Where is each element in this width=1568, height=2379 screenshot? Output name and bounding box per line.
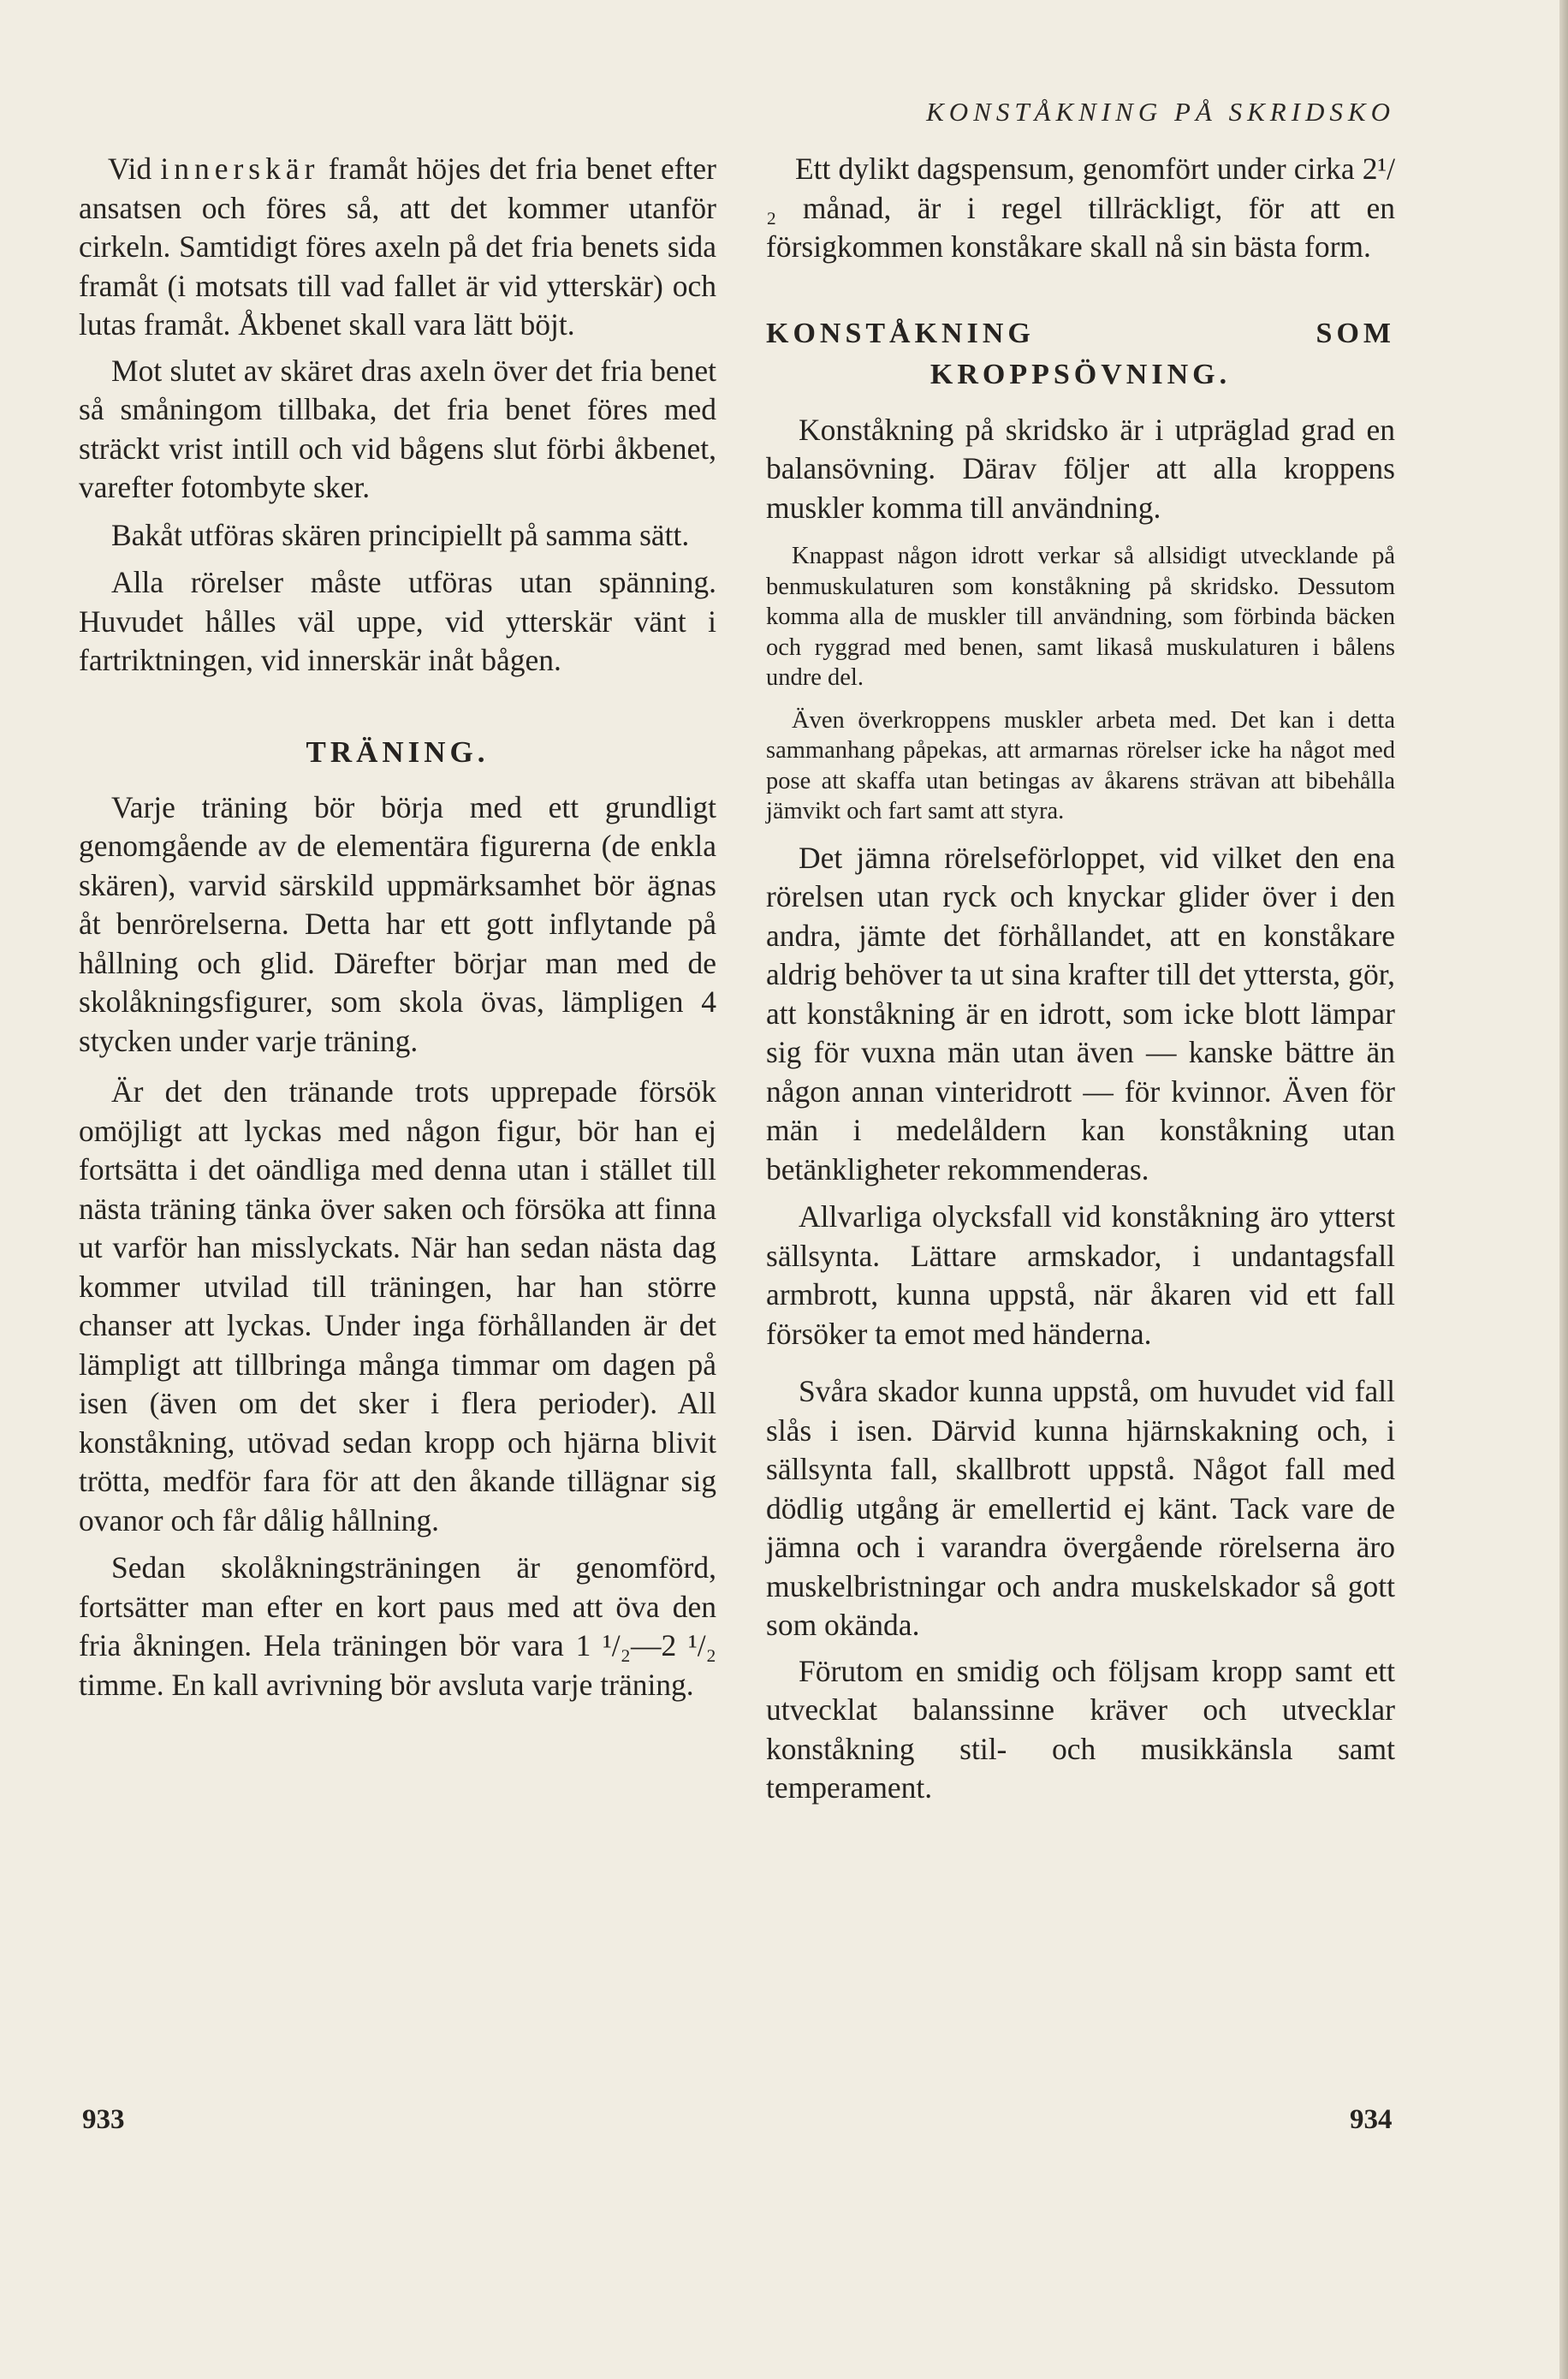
paragraph: Allvarliga olycksfall vid konståkning äro ytterst sällsynta. Lättare armskador, i undantagsfall armbrott, kunna uppstå, när åkaren vid ett fall försöker ta emot med händerna. xyxy=(766,1199,1395,1351)
paragraph: Svåra skador kunna uppstå, om huvudet vid fall slås i isen. Därvid kunna hjärnskakning och, i sällsynta fall, skallbrott uppstå. Något fall med dödlig utgång är emellertid ej känt. Tack vare de jämna och i varandra övergående rörelserna äro muskelbristningar och andra muskelskador så gott som okända. xyxy=(766,1374,1395,1642)
section-heading-body-exercise: KONSTÅKNING SOM KROPPSÖVNING. xyxy=(766,317,1395,390)
running-head: KONSTÅKNING PÅ SKRIDSKO xyxy=(926,97,1395,127)
section-heading-training: TRÄNING. xyxy=(306,735,490,769)
page-number-left: 933 xyxy=(82,2104,125,2135)
small-print-paragraph: Även överkroppens muskler arbeta med. Det kan i detta sammanhang påpekas, att armarnas rörelser icke ha något med pose att skaffa utan betingas av åkarens strävan att bibehålla jämvikt och fart samt att styra. xyxy=(766,706,1395,824)
paragraph: Mot slutet av skäret dras axeln över det fria benet så småningom tillbaka, det fria benet föres med sträckt vrist intill och vid bågens slut förbi åkbenet, varefter fotombyte sker. xyxy=(79,353,716,504)
paragraph: Bakåt utföras skären principiellt på samma sätt. xyxy=(111,517,690,552)
paragraph xyxy=(79,150,716,345)
left-column xyxy=(79,150,716,1704)
paragraph: Alla rörelser måste utföras utan spänning. Huvudet hålles väl uppe, vid ytterskär vänt i fartriktningen, vid innerskär inåt bågen. xyxy=(79,565,716,677)
paragraph: Sedan skolåkningsträningen är genomförd, fortsätter man efter en kort paus med att öva den fria åkningen. Hela träningen bör vara 1 ¹/₂—2 ¹/₂ timme. En kall avrivning bör avsluta varje träning. xyxy=(79,1550,716,1702)
page-number-right: 934 xyxy=(1350,2104,1393,2135)
paragraph-rest: framåt höjes det fria benet efter ansatsen och föres så, att det kommer utanför cirkeln. Samtidigt föres axeln på det fria benets sida framåt (i motsats till vad fallet är vid ytterskär) och lutas framåt. Åkbenet skall vara lätt böjt. xyxy=(79,152,716,342)
small-print-paragraph: Knappast någon idrott verkar så allsidigt utvecklande på benmuskulaturen som konståkning på skridsko. Dessutom komma alla de muskler till användning, som förbinda bäcken och ryggrad med benen, samt likaså muskulaturen i bålens undre del. xyxy=(766,543,1395,691)
paragraph-lead: Vid xyxy=(108,152,161,186)
paragraph: Förutom en smidig och följsam kropp samt ett utvecklat balanssinne kräver och utvecklar konståkning stil- och musikkänsla samt temperament. xyxy=(766,1653,1395,1805)
paragraph: Det jämna rörelseförloppet, vid vilket den ena rörelsen utan ryck och knyckar glider över i den andra, jämte det förhållandet, att en konståkare aldrig behöver ta ut sina krafter till det yttersta, gör, att konståkning är en idrott, som icke blott lämpar sig för vuxna män utan även — kanske bättre än någon annan vinteridrott — för kvinnor. Även för män i medelåldern kan konståkning utan betänkligheter rekommenderas. xyxy=(766,840,1395,1187)
paragraph: Ett dylikt dagspensum, genomfört under cirka 2¹/₂ månad, är i regel tillräckligt, för att en försigkommen konståkare skall nå sin bästa form. xyxy=(766,152,1395,264)
right-column xyxy=(766,150,1395,1808)
paragraph: Varje träning bör börja med ett grundligt genomgående av de elementära figurerna (de enkla skären), varvid särskild uppmärksamhet bör ägnas åt benrörelserna. Detta har ett gott inflytande på hållning och glid. Därefter börjar man med de skolåkningsfigurer, som skola övas, lämpligen 4 stycken under varje träning. xyxy=(79,789,716,1058)
paragraph: Konståkning på skridsko är i utpräglad grad en balansövning. Därav följer att alla kroppens muskler komma till användning. xyxy=(766,412,1395,525)
spaced-term: innerskär xyxy=(160,152,320,186)
paragraph: Är det den tränande trots upprepade försök omöjligt att lyckas med någon figur, bör han ej fortsätta i det oändliga med denna utan i stället till nästa träning tänka över saken och försöka att finna ut varför han misslyckats. När han sedan nästa dag kommer utvilad till träningen, har han större chanser att lyckas. Under inga förhållanden är det lämpligt att tillbringa många timmar om dagen på isen (även om det sker i flera perioder). All konståkning, utövad sedan kropp och hjärna blivit trötta, medför fara för att den åkande tillägnar sig ovanor och får dålig hållning. xyxy=(79,1074,716,1537)
